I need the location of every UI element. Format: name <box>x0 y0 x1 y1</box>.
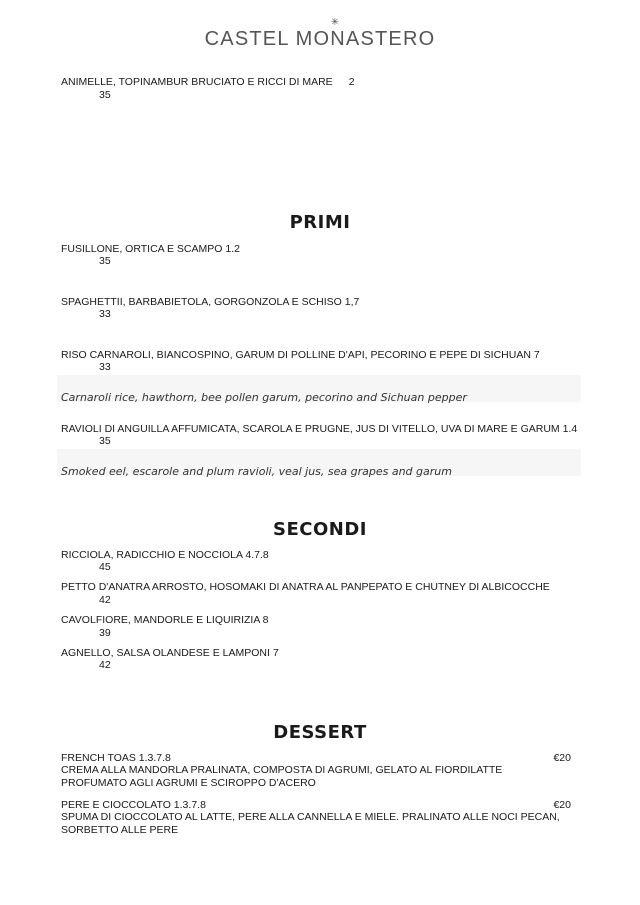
menu-item-name: FRENCH TOAS 1.3.7.8 <box>61 752 171 764</box>
menu-item-price: 45 <box>99 561 111 573</box>
restaurant-logo <box>0 18 640 50</box>
menu-item-price: 35 <box>99 89 111 101</box>
allergen-code: 2 <box>348 76 355 88</box>
menu-item-price: 33 <box>99 361 111 373</box>
menu-item-name: CAVOLFIORE, MANDORLE E LIQUIRIZIA 8 <box>61 614 269 626</box>
menu-item-name: RISO CARNAROLI, BIANCOSPINO, GARUM DI POLLINE D'API, PECORINO E PEPE DI SICHUAN 7 <box>61 349 540 361</box>
menu-item-description: CREMA ALLA MANDORLA PRALINATA, COMPOSTA DI AGRUMI, GELATO AL FIORDILATTE PROFUMATO AGLI AGRUMI E SCIROPPO D'ACERO <box>61 764 503 789</box>
section-heading-secondi: SECONDI <box>273 519 367 540</box>
menu-item-description: SPUMA DI CIOCCOLATO AL LATTE, PERE ALLA CANNELLA E MIELE. PRALINATO ALLE NOCI PECAN, SORBETTO ALLE PERE <box>61 811 560 836</box>
menu-item-price: 42 <box>99 659 111 671</box>
menu-item-translation: Carnaroli rice, hawthorn, bee pollen garum, pecorino and Sichuan pepper <box>61 391 467 404</box>
menu-item-name: PERE E CIOCCOLATO 1.3.7.8 <box>61 799 206 811</box>
menu-item-name: AGNELLO, SALSA OLANDESE E LAMPONI 7 <box>61 647 279 659</box>
restaurant-name: CASTEL MONASTERO <box>204 28 436 50</box>
section-heading-primi: PRIMI <box>289 212 351 233</box>
menu-item-name: ANIMELLE, TOPINAMBUR BRUCIATO E RICCI DI MARE 2 <box>61 76 355 88</box>
menu-item-price: €20 <box>553 799 571 811</box>
menu-item-name: FUSILLONE, ORTICA E SCAMPO 1.2 <box>61 243 240 255</box>
menu-item-translation: Smoked eel, escarole and plum ravioli, veal jus, sea grapes and garum <box>61 465 452 478</box>
star-icon: ✳ <box>330 17 340 28</box>
menu-item-name: RAVIOLI DI ANGUILLA AFFUMICATA, SCAROLA E PRUGNE, JUS DI VITELLO, UVA DI MARE E GARUM 1.4 <box>61 423 578 435</box>
menu-item-price: 35 <box>99 255 111 267</box>
menu-item-name: SPAGHETTII, BARBABIETOLA, GORGONZOLA E SCHISO 1,7 <box>61 296 360 308</box>
menu-item-name: RICCIOLA, RADICCHIO E NOCCIOLA 4.7.8 <box>61 549 269 561</box>
section-heading-dessert: DESSERT <box>273 722 367 743</box>
menu-item-price: 42 <box>99 594 111 606</box>
menu-item-price: €20 <box>553 752 571 764</box>
menu-item-name: PETTO D'ANATRA ARROSTO, HOSOMAKI DI ANATRA AL PANPEPATO E CHUTNEY DI ALBICOCCHE <box>61 581 550 593</box>
menu-item-price: 39 <box>99 627 111 639</box>
menu-item-price: 35 <box>99 435 111 447</box>
menu-item-price: 33 <box>99 308 111 320</box>
